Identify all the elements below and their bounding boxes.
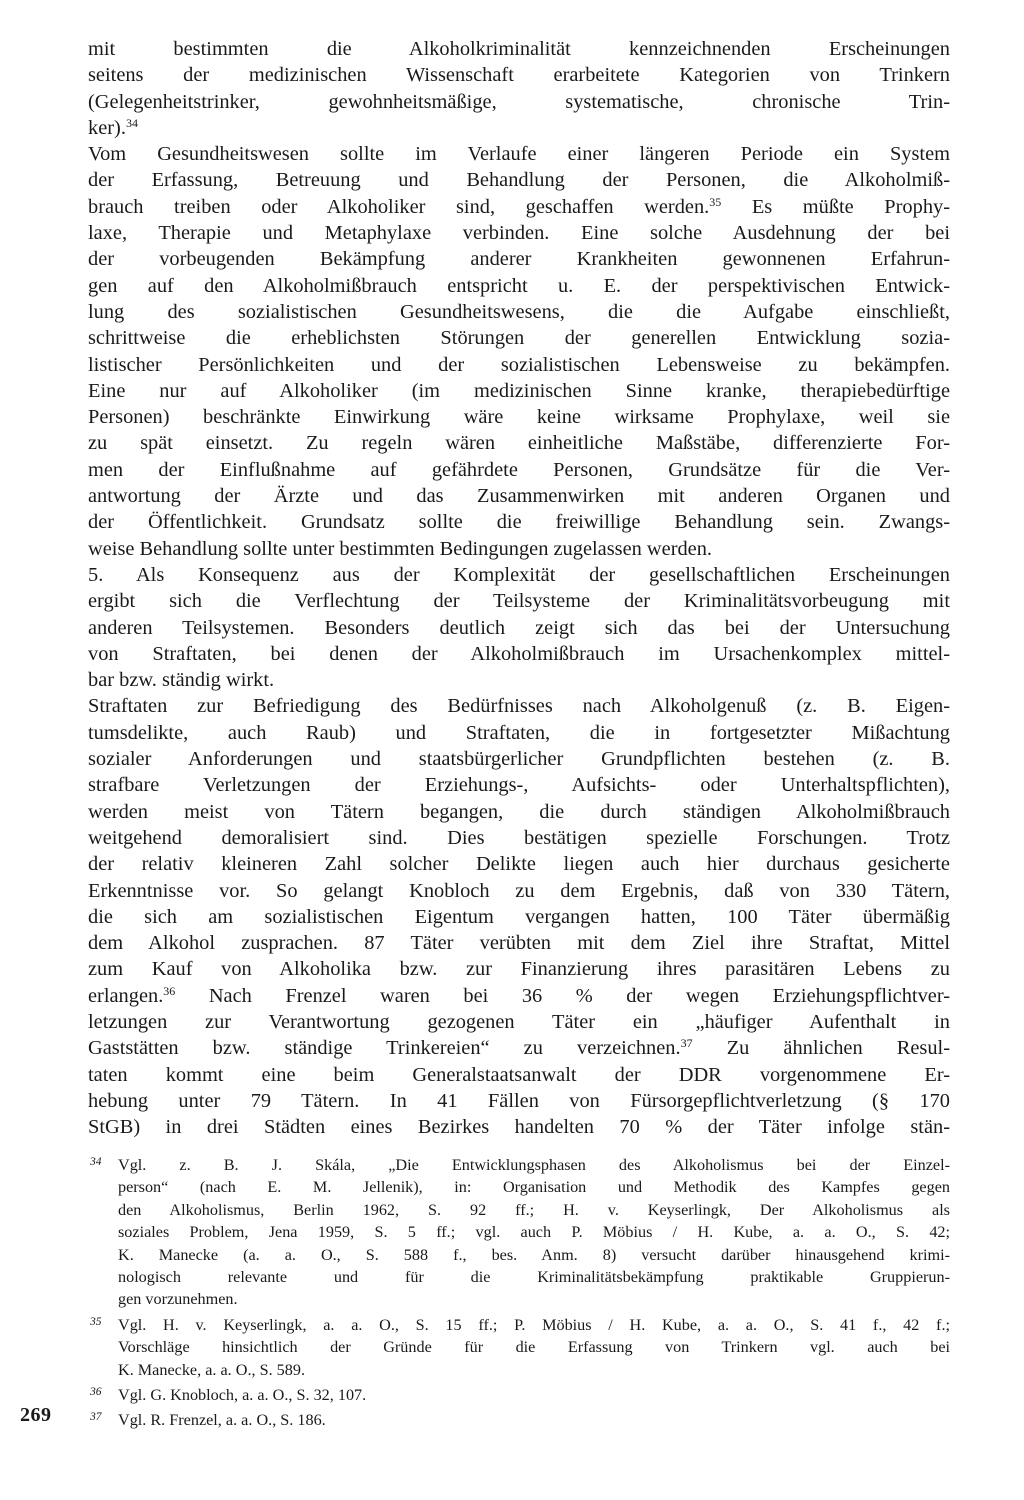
page-number: 269 — [20, 1404, 52, 1426]
text-line — [88, 851, 950, 877]
line-text: schrittweise die erheblichsten Störungen der generellen Entwicklung sozia- — [88, 327, 950, 350]
text-line — [88, 36, 950, 62]
line-text: brauch treiben oder Alkoholiker sind, geschaffen werden. — [88, 195, 710, 218]
line-text: seitens der medizinischen Wissenschaft erarbeitete Kategorien von Trinkern — [88, 64, 950, 87]
footnotes — [90, 1154, 950, 1435]
text-line — [88, 904, 950, 930]
line-text: zu spät einsetzt. Zu regeln wären einheitliche Maßstäbe, differenzierte For- — [88, 432, 950, 455]
line-text: Straftaten zur Befriedigung des Bedürfnisses nach Alkoholgenuß (z. B. Eigen- — [88, 695, 950, 718]
line-text: weitgehend demoralisiert sind. Dies bestätigen spezielle Forschungen. Trotz — [88, 826, 950, 849]
line-text: der Öffentlichkeit. Grundsatz sollte die freiwillige Behandlung sein. Zwangs- — [88, 511, 950, 534]
line-text: anderen Teilsystemen. Besonders deutlich zeigt sich das bei der Untersuchung — [88, 616, 950, 639]
text-line — [88, 509, 950, 535]
footnote-line: Vgl. R. Frenzel, a. a. O., S. 186. — [118, 1411, 326, 1430]
text-line — [88, 930, 950, 956]
text-line — [88, 1009, 950, 1035]
line-text: zum Kauf von Alkoholika bzw. zur Finanzierung ihres parasitären Lebens zu — [88, 958, 950, 981]
text-line — [88, 457, 950, 483]
line-text: der vorbeugenden Bekämpfung anderer Krankheiten gewonnenen Erfahrun- — [88, 248, 950, 271]
footnote-number: 37 — [90, 1411, 102, 1424]
line-text: strafbare Verletzungen der Erziehungs-, Aufsichts- oder Unterhaltspflichten), — [88, 774, 950, 797]
line-text: von Straftaten, bei denen der Alkoholmißbrauch im Ursachenkomplex mittel- — [88, 642, 950, 665]
line-text-continued: Zu ähnlichen Resul- — [692, 1037, 950, 1060]
footnote-number: 35 — [90, 1315, 102, 1328]
text-line — [88, 115, 950, 141]
text-line — [88, 588, 950, 614]
footnote-reference: 36 — [163, 983, 176, 998]
footnote-line: Vgl. z. B. J. Skála, „Die Entwicklungsphasen des Alkoholismus bei der Einzel- — [118, 1156, 950, 1174]
line-text: Erkenntnisse vor. So gelangt Knobloch zu dem Ergebnis, daß von 330 Tätern, — [88, 879, 950, 902]
text-line — [88, 1114, 950, 1140]
line-text: sozialer Anforderungen und staatsbürgerlicher Grundpflichten bestehen (z. B. — [88, 748, 950, 771]
line-text: ker). — [88, 116, 126, 139]
line-text: listischer Persönlichkeiten und der sozialistischen Lebensweise zu bekämpfen. — [88, 353, 950, 376]
footnote-line: nologisch relevante und für die Kriminalitätsbekämpfung praktikable Gruppierun- — [118, 1268, 950, 1287]
line-text: 5. Als Konsequenz aus der Komplexität der gesellschaftlichen Erscheinungen — [88, 563, 950, 586]
line-text: laxe, Therapie und Metaphylaxe verbinden. Eine solche Ausdehnung der bei — [88, 222, 950, 245]
text-line — [88, 1088, 950, 1114]
footnote — [90, 1384, 950, 1406]
footnote-number: 36 — [90, 1386, 102, 1399]
line-text: letzungen zur Verantwortung gezogenen Täter ein „häufiger Aufenthalt in — [88, 1010, 950, 1033]
body-text — [88, 36, 950, 1140]
text-line — [88, 562, 950, 588]
text-line — [88, 720, 950, 746]
line-text: men der Einflußnahme auf gefährdete Personen, Grundsätze für die Ver- — [88, 458, 950, 481]
text-line — [88, 352, 950, 378]
footnote-reference: 37 — [680, 1036, 693, 1051]
line-text: weise Behandlung sollte unter bestimmten Bedingungen zugelassen werden. — [88, 537, 713, 560]
line-text-continued: Es müßte Prophy- — [721, 195, 950, 218]
line-text: taten kommt eine beim Generalstaatsanwalt der DDR vorgenommene Er- — [88, 1063, 950, 1086]
line-text-continued: Nach Frenzel waren bei 36 % der wegen Erziehungspflichtver- — [175, 984, 950, 1007]
line-text: hebung unter 79 Tätern. In 41 Fällen von Fürsorgepflichtverletzung (§ 170 — [88, 1089, 950, 1112]
line-text: bar bzw. ständig wirkt. — [88, 669, 275, 692]
text-line — [88, 1062, 950, 1088]
footnote-number: 34 — [90, 1156, 102, 1168]
line-text: Eine nur auf Alkoholiker (im medizinischen Sinne kranke, therapiebedürftige — [88, 379, 950, 402]
footnote-line: Vorschläge hinsichtlich der Gründe für die Erfassung von Trinkern vgl. auch bei — [118, 1338, 950, 1357]
text-line — [88, 299, 950, 325]
text-line — [88, 772, 950, 798]
text-line — [88, 325, 950, 351]
line-text: Personen) beschränkte Einwirkung wäre keine wirksame Prophylaxe, weil sie — [88, 406, 950, 429]
text-line — [88, 799, 950, 825]
text-line — [88, 378, 950, 404]
line-text: Vom Gesundheitswesen sollte im Verlaufe einer längeren Periode ein System — [88, 143, 950, 166]
footnote-line: den Alkoholismus, Berlin 1962, S. 92 ff.; H. v. Keyserlingk, Der Alkoholismus als — [118, 1200, 950, 1219]
footnote — [90, 1409, 950, 1431]
text-line — [88, 141, 950, 167]
text-line — [88, 404, 950, 430]
line-text: (Gelegenheitstrinker, gewohnheitsmäßige, systematische, chronische Trin- — [88, 90, 950, 113]
text-line — [88, 167, 950, 193]
text-line — [88, 983, 950, 1009]
line-text: Gaststätten bzw. ständige Trinkereien“ zu verzeichnen. — [88, 1037, 681, 1060]
footnote — [90, 1154, 950, 1311]
text-line — [88, 878, 950, 904]
text-line — [88, 615, 950, 641]
line-text: dem Alkohol zusprachen. 87 Täter verübten mit dem Ziel ihre Straftat, Mittel — [88, 932, 950, 955]
text-line — [88, 483, 950, 509]
line-text: die sich am sozialistischen Eigentum vergangen hatten, 100 Täter übermäßig — [88, 905, 950, 928]
footnote-line: K. Manecke (a. a. O., S. 588 f., bes. Anm. 8) versucht darüber hinausgehend krimi- — [118, 1245, 950, 1264]
text-line — [88, 89, 950, 115]
text-line — [88, 194, 950, 220]
text-line — [88, 536, 950, 562]
line-text: der Erfassung, Betreuung und Behandlung der Personen, die Alkoholmiß- — [88, 169, 950, 192]
footnote-line: gen vorzunehmen. — [118, 1290, 238, 1309]
line-text: der relativ kleineren Zahl solcher Delikte liegen auch hier durchaus gesicherte — [88, 853, 950, 876]
text-line — [88, 693, 950, 719]
line-text: antwortung der Ärzte und das Zusammenwirken mit anderen Organen und — [88, 485, 950, 508]
footnote — [90, 1314, 950, 1381]
footnote-line: person“ (nach E. M. Jellenik), in: Organisation und Methodik des Kampfes gegen — [118, 1178, 950, 1197]
footnote-line: Vgl. H. v. Keyserlingk, a. a. O., S. 15 ff.; P. Möbius / H. Kube, a. a. O., S. 41 f., 42 f.; — [118, 1315, 950, 1334]
text-line — [88, 746, 950, 772]
footnote-line: Vgl. G. Knobloch, a. a. O., S. 32, 107. — [118, 1386, 367, 1405]
text-line — [88, 220, 950, 246]
text-line — [88, 273, 950, 299]
line-text: gen auf den Alkoholmißbrauch entspricht u. E. der perspektivischen Entwick- — [88, 274, 950, 297]
line-text: ergibt sich die Verflechtung der Teilsysteme der Kriminalitätsvorbeugung mit — [88, 590, 950, 613]
footnote-line: K. Manecke, a. a. O., S. 589. — [118, 1360, 306, 1379]
text-line — [88, 62, 950, 88]
text-line — [88, 1035, 950, 1061]
footnote-line: soziales Problem, Jena 1959, S. 5 ff.; vgl. auch P. Möbius / H. Kube, a. a. O., S. 42; — [118, 1223, 950, 1242]
line-text: StGB) in drei Städten eines Bezirkes handelten 70 % der Täter infolge stän- — [88, 1116, 950, 1139]
text-line — [88, 956, 950, 982]
footnote-reference: 35 — [709, 194, 722, 209]
text-line — [88, 825, 950, 851]
text-line — [88, 430, 950, 456]
line-text: erlangen. — [88, 984, 164, 1007]
line-text: mit bestimmten die Alkoholkriminalität kennzeichnenden Erscheinungen — [88, 38, 950, 60]
text-line — [88, 667, 950, 693]
text-line — [88, 246, 950, 272]
text-line — [88, 641, 950, 667]
line-text: werden meist von Tätern begangen, die durch ständigen Alkoholmißbrauch — [88, 800, 950, 823]
line-text: lung des sozialistischen Gesundheitswesens, die die Aufgabe einschließt, — [88, 300, 950, 323]
footnote-reference: 34 — [125, 115, 138, 130]
line-text: tumsdelikte, auch Raub) und Straftaten, die in fortgesetzter Mißachtung — [88, 721, 950, 744]
